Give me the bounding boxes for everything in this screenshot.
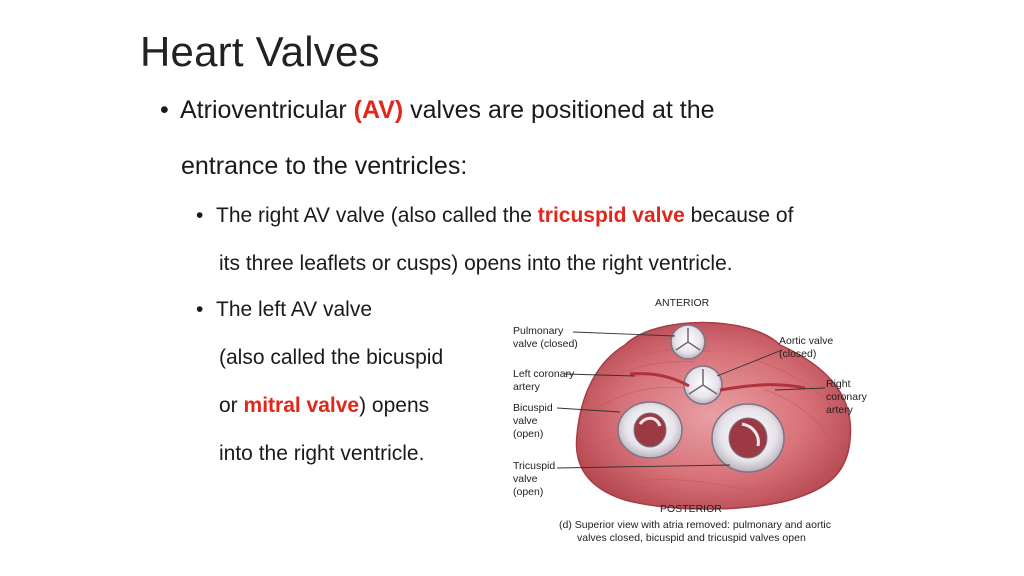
bullet-av-line2: entrance to the ventricles: [181, 152, 468, 180]
posterior-label: POSTERIOR [660, 503, 722, 515]
bullet-av-line1 [160, 82, 820, 138]
text-run: ) opens [359, 394, 430, 417]
figure-caption-line2: valves closed, bicuspid and tricuspid valves open [577, 532, 806, 544]
tricuspid-label-1: Tricuspid [513, 460, 556, 472]
bicuspid-label-1: Bicuspid [513, 402, 553, 414]
pulmonary-label-2: valve (closed) [513, 338, 578, 350]
bullet-left-av-valve [196, 286, 486, 478]
anterior-label: ANTERIOR [655, 297, 710, 309]
aortic-label-1: Aortic valve [779, 335, 834, 347]
text-run: Atrioventricular [180, 96, 354, 124]
text-run: because of [684, 204, 794, 227]
bullet-left-av-line2: (also called the bicuspid [219, 346, 444, 369]
right-coronary-label-3: artery [826, 404, 853, 416]
text-run: or [219, 394, 244, 417]
text-run: valves are positioned at the [403, 96, 715, 124]
bicuspid-label-2: valve [513, 415, 538, 427]
aortic-label-2: (closed) [779, 348, 817, 360]
right-coronary-label-1: Right [826, 378, 851, 390]
right-coronary-label-2: coronary [826, 391, 867, 403]
slide-title: Heart Valves [140, 28, 380, 75]
aortic-valve [684, 366, 722, 404]
av-highlight: (AV) [353, 96, 404, 124]
bicuspid-label-3: (open) [513, 428, 544, 440]
bullet-left-av-line4: into the right ventricle. [219, 442, 425, 465]
bullet-dot: • [160, 96, 169, 124]
heart-valves-figure [505, 290, 905, 550]
bicuspid-valve [618, 402, 682, 458]
bullet-right-av-line1 [196, 192, 856, 240]
tricuspid-label-3: (open) [513, 486, 544, 498]
bullet-left-av-line1 [196, 286, 486, 334]
bullet-dot: • [196, 204, 204, 227]
tricuspid-label-2: valve [513, 473, 538, 485]
bullet-left-av-line3 [196, 382, 486, 430]
text-run: The right AV valve (also called the [216, 204, 538, 227]
bullet-dot: • [196, 298, 204, 321]
pulmonary-label-1: Pulmonary [513, 325, 564, 337]
pulmonary-valve [671, 325, 705, 359]
left-coronary-label-2: artery [513, 381, 540, 393]
bullet-right-av-line2: its three leaflets or cusps) opens into the right ventricle. [219, 252, 733, 275]
bullet-av-valves [160, 82, 820, 194]
mitral-highlight: mitral valve [243, 394, 360, 417]
bullet-right-av-valve [196, 192, 856, 288]
tricuspid-highlight: tricuspid valve [537, 204, 685, 227]
text-run: The left AV valve [216, 298, 373, 321]
figure-caption-line1: (d) Superior view with atria removed: pulmonary and aortic [559, 519, 831, 531]
left-coronary-label-1: Left coronary [513, 368, 575, 380]
tricuspid-valve [712, 404, 784, 472]
